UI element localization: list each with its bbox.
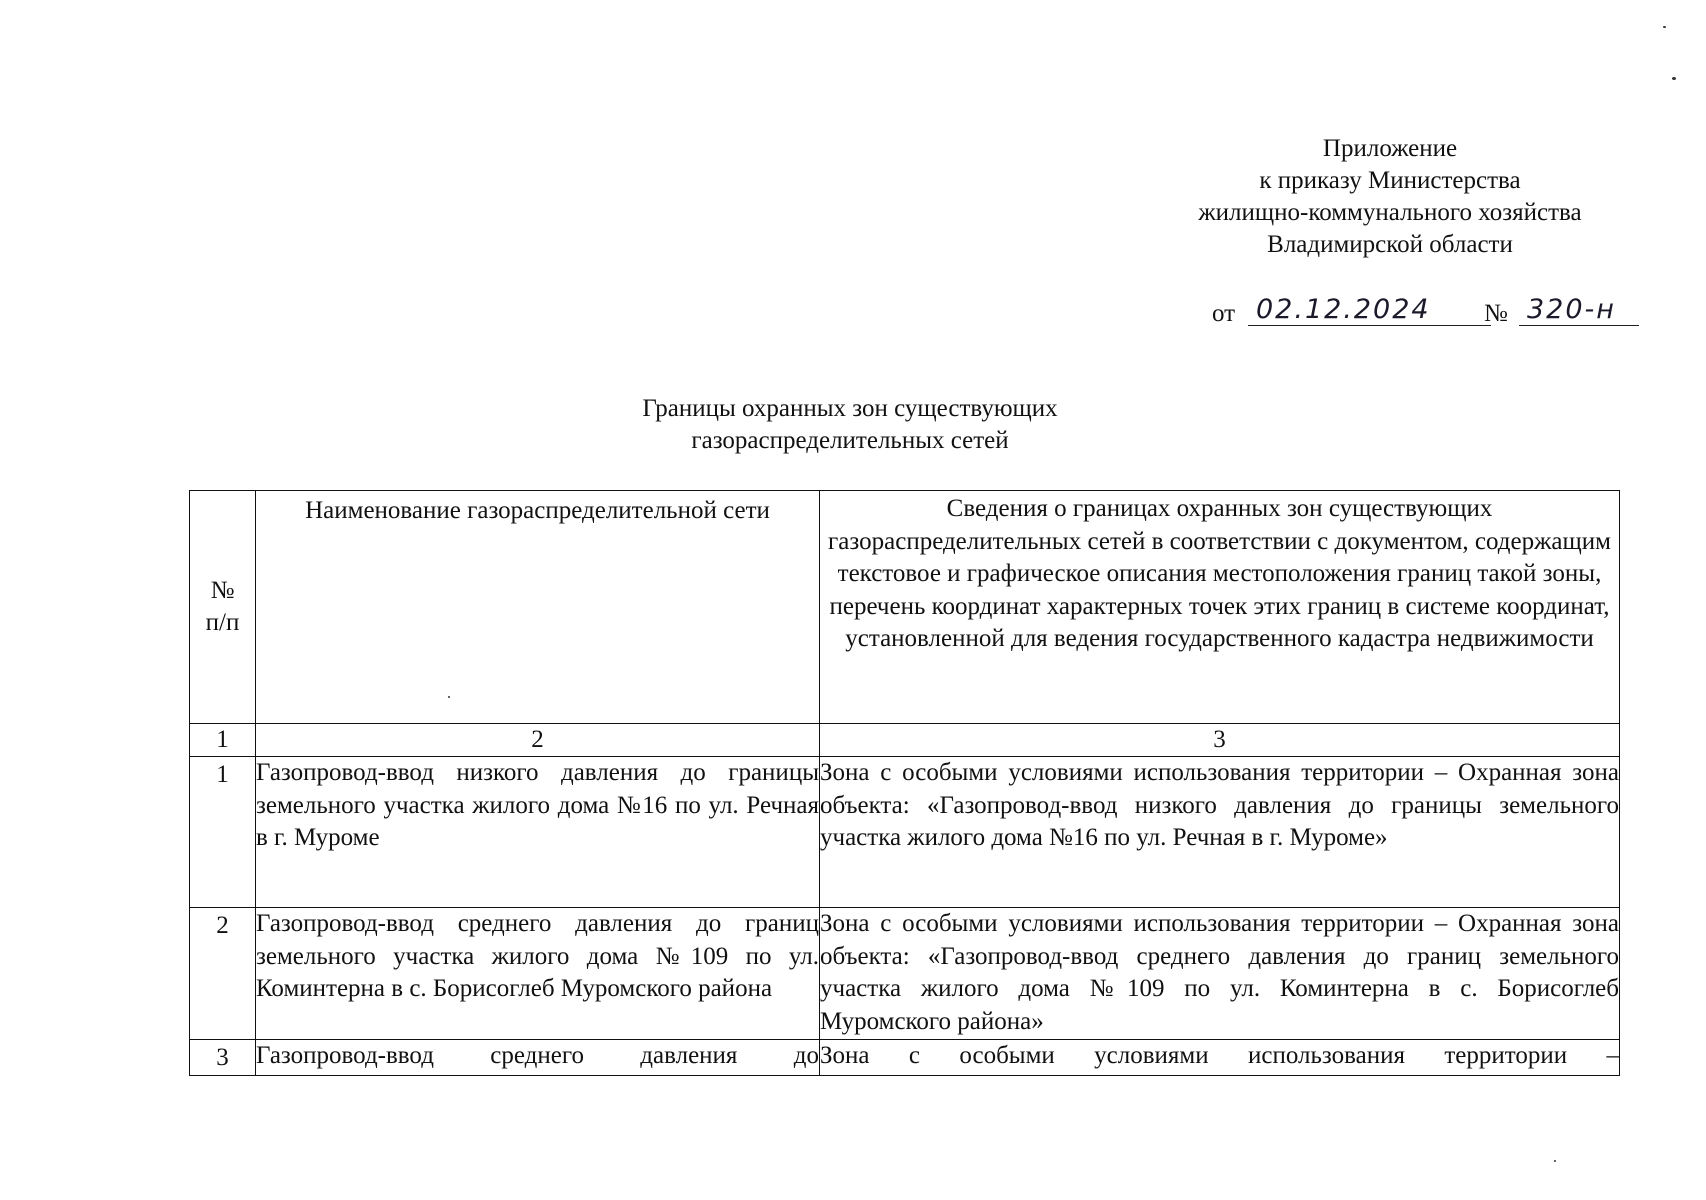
header-num-abbr: п/п [205, 609, 240, 636]
appendix-line: Приложение [1322, 135, 1458, 162]
row-number: 1 [190, 757, 256, 908]
table-row [190, 1040, 1620, 1076]
table-row [190, 757, 1620, 908]
column-number-row [190, 724, 1620, 757]
header-name-cell: Наименование газораспределительной сети [256, 491, 820, 724]
network-name: Газопровод-ввод среднего давления до [256, 1042, 819, 1069]
header-num-symbol: № [210, 577, 235, 604]
table-row [190, 908, 1620, 1040]
table-header-row [190, 491, 1620, 724]
zone-info: Зона с особыми условиями использования территории – Охранная зона объекта: «Газопровод-ввод среднего давления до границ земельного участка жилого дома №109 по ул. Коминтерна в с. Борисоглеб Муромского района» [820, 908, 1620, 1040]
scan-speck [1554, 1160, 1556, 1162]
header-info-cell: Сведения о границах охранных зон существующих газораспределительных сетей в соответствии с документом, содержащим текстовое и графическое описания местоположения границ такой зоны, перечень координат характерных точек этих границ в системе координат, установленной для ведения государственного кадастра недвижимости [820, 491, 1620, 724]
title-line: Границы охранных зон существующих [642, 395, 1058, 422]
network-name: Газопровод-ввод среднего давления до границ земельного участка жилого дома №109 по ул. Коминтерна в с. Борисоглеб Муромского района [256, 908, 820, 1040]
appendix-header [1140, 133, 1640, 261]
scan-speck [448, 696, 450, 698]
zone-info: Зона с особыми условиями использования территории – Охранная зона объекта: «Газопровод-ввод низкого давления до границы земельного участка жилого дома №16 по ул. Речная в г. Муроме» [820, 757, 1620, 908]
order-number-label: № [1484, 300, 1508, 327]
column-number-cell: 1 [190, 724, 256, 757]
document-title [460, 393, 1240, 457]
scan-speck [1672, 77, 1676, 80]
zone-info-cell [820, 1040, 1620, 1076]
appendix-line: Владимирской области [1267, 231, 1513, 258]
column-number-cell: 2 [256, 724, 820, 757]
title-line: газораспределительных сетей [691, 427, 1009, 454]
row-number: 2 [190, 908, 256, 1040]
header-num-cell [190, 491, 256, 724]
order-number-handwritten: 320-н [1519, 294, 1639, 326]
protection-zones-table [189, 490, 1620, 1076]
zone-info: Зона с особыми условиями использования территории – [820, 1042, 1619, 1069]
order-reference [1212, 294, 1652, 334]
row-number: 3 [190, 1040, 256, 1076]
scan-speck [1663, 26, 1666, 28]
order-from-label: от [1212, 300, 1236, 327]
network-name-cell [256, 1040, 820, 1076]
network-name: Газопровод-ввод низкого давления до границы земельного участка жилого дома №16 по ул. Речная в г. Муроме [256, 757, 820, 908]
appendix-line: жилищно-коммунального хозяйства [1198, 199, 1582, 226]
column-number-cell: 3 [820, 724, 1620, 757]
appendix-line: к приказу Министерства [1259, 167, 1521, 194]
order-date-handwritten: 02.12.2024 [1248, 294, 1491, 326]
